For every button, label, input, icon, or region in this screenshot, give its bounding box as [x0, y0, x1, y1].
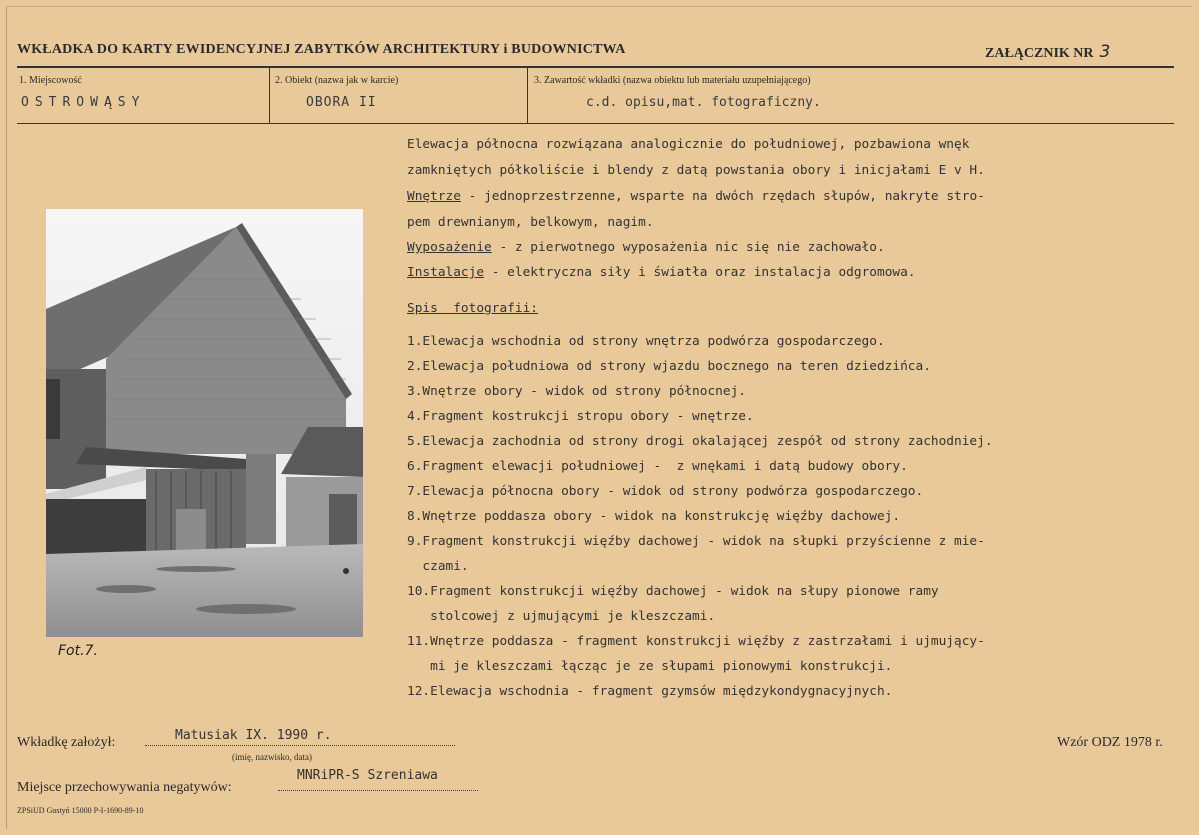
description-line: Elewacja północna rozwiązana analogicznie do południowej, pozbawiona wnęk: [407, 137, 970, 152]
photo-list-heading: Spis fotografii:: [407, 301, 538, 316]
fields-rule: [17, 123, 1174, 124]
field-divider: [527, 68, 528, 123]
barn-photo: [46, 209, 363, 637]
storage-value: MNRiPR-S Szreniawa: [297, 768, 438, 783]
form-reference: Wzór ODZ 1978 r.: [1057, 735, 1163, 750]
author-dotted-line: [145, 745, 455, 746]
author-label: Wkładkę założył:: [17, 735, 116, 750]
photo-list-item: 2.Elewacja południowa od strony wjazdu bocznego na teren dziedzińca.: [407, 359, 931, 374]
description-line: Wnętrze - jednoprzestrzenne, wsparte na dwóch rzędach słupów, nakryte stro-: [407, 189, 985, 204]
photo-list-item: 6.Fragment elewacji południowej - z wnękami i datą budowy obory.: [407, 459, 908, 474]
author-value: Matusiak IX. 1990 r.: [175, 728, 332, 743]
photo-list-item: 12.Elewacja wschodnia - fragment gzymsów międzykondygnacyjnych.: [407, 684, 893, 699]
photo-list-item: 7.Elewacja północna obory - widok od strony podwórza gospodarczego.: [407, 484, 924, 499]
locality-label: 1. Miejscowość: [19, 75, 82, 86]
photo-list-item: 10.Fragment konstrukcji więźby dachowej - widok na słupy pionowe ramy: [407, 584, 939, 599]
section-label: Instalacje: [407, 265, 485, 280]
attachment-number: 3: [1099, 42, 1111, 62]
photo-list-item: 4.Fragment kostrukcji stropu obory - wnętrze.: [407, 409, 754, 424]
object-value: OBORA II: [306, 95, 377, 110]
photo-list-item: stolcowej z ujmującymi je kleszczami.: [407, 609, 716, 624]
photo-list-item: 3.Wnętrze obory - widok od strony północnej.: [407, 384, 746, 399]
attachment-label: ZAŁĄCZNIK NR 3: [985, 42, 1111, 62]
field-divider: [269, 68, 270, 123]
photo-list-item: mi je kleszczami łącząc je ze słupami pionowymi konstrukcji.: [407, 659, 893, 674]
description-line: pem drewnianym, belkowym, nagim.: [407, 215, 654, 230]
storage-dotted-line: [278, 790, 478, 791]
photo-list-item: 8.Wnętrze poddasza obory - widok na konstrukcję więźby dachowej.: [407, 509, 901, 524]
author-hint: (imię, nazwisko, data): [232, 752, 312, 762]
section-label: Wyposażenie: [407, 240, 492, 255]
description-line: Instalacje - elektryczna siły i światła oraz instalacja odgromowa.: [407, 265, 916, 280]
form-title: WKŁADKA DO KARTY EWIDENCYJNEJ ZABYTKÓW ARCHITEKTURY i BUDOWNICTWA: [17, 42, 626, 57]
description-line: Wyposażenie - z pierwotnego wyposażenia nic się nie zachowało.: [407, 240, 885, 255]
locality-value: OSTROWĄSY: [21, 95, 146, 110]
object-label: 2. Obiekt (nazwa jak w karcie): [275, 75, 399, 86]
photo-list-item: 9.Fragment konstrukcji więźby dachowej - widok na słupki przyścienne z mie-: [407, 534, 985, 549]
description-line: zamkniętych półkoliście i blendy z datą powstania obory i inicjałami E v H.: [407, 163, 985, 178]
photo-list-item: czami.: [407, 559, 469, 574]
contents-value: c.d. opisu,mat. fotograficzny.: [586, 95, 821, 110]
photo-list-item: 1.Elewacja wschodnia od strony wnętrza podwórza gospodarczego.: [407, 334, 885, 349]
section-label: Wnętrze: [407, 189, 461, 204]
contents-label: 3. Zawartość wkładki (nazwa obiektu lub materiału uzupełniającego): [534, 75, 811, 86]
printer-imprint: ZPSiUD Gostyń 15000 P-I-1690-89-10: [17, 806, 144, 815]
storage-label: Miejsce przechowywania negatywów:: [17, 780, 232, 795]
header-rule: [17, 66, 1174, 68]
photo-list-item: 11.Wnętrze poddasza - fragment konstrukcji więźby z zastrzałami i ujmujący-: [407, 634, 985, 649]
photo-caption: Fot.7.: [58, 643, 98, 659]
photo-list-item: 5.Elewacja zachodnia od strony drogi okalającej zespół od strony zachodniej.: [407, 434, 993, 449]
